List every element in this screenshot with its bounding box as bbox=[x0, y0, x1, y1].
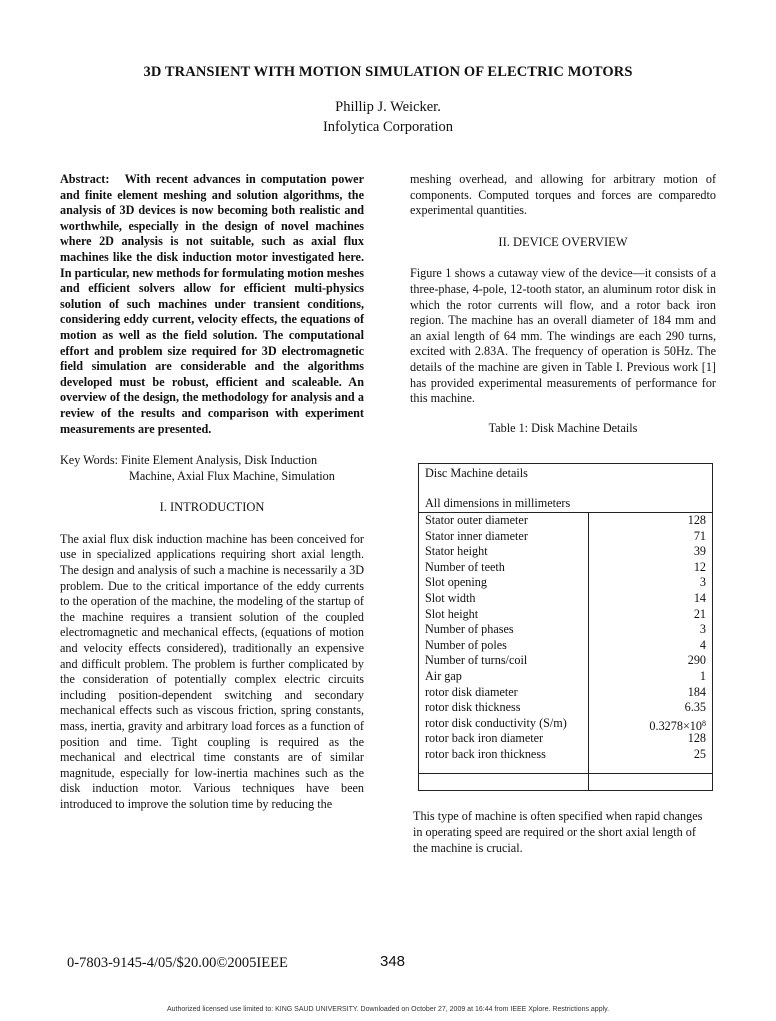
table-row bbox=[419, 653, 712, 669]
table-header-title: Disc Machine details bbox=[425, 466, 528, 480]
table-cell-value bbox=[688, 513, 706, 529]
table-row bbox=[419, 607, 712, 623]
table-row bbox=[419, 622, 712, 638]
table-value-text: 3 bbox=[699, 575, 706, 590]
table-row bbox=[419, 560, 712, 576]
footer-isbn: 0-7803-9145-4/05/$20.00©2005IEEE bbox=[67, 955, 288, 971]
table-body bbox=[419, 513, 712, 763]
table-cell-label: Slot height bbox=[425, 606, 479, 621]
table-cell-value bbox=[694, 747, 706, 763]
table-row bbox=[419, 731, 712, 747]
table-header-units: All dimensions in millimeters bbox=[425, 496, 571, 510]
table-cell-label: Stator outer diameter bbox=[425, 513, 528, 527]
table-value-text: 1 bbox=[699, 668, 706, 683]
table-caption: Table 1: Disk Machine Details bbox=[488, 420, 638, 435]
table-cell-label: Number of poles bbox=[425, 637, 507, 652]
license-notice: Authorized licensed use limited to: KING SAUD UNIVERSITY. Downloaded on October 27, 2009 at 16:44 from IEEE Xplore. Restrictions apply. bbox=[166, 1006, 610, 1013]
table-row bbox=[419, 685, 712, 701]
keywords-line-1: Key Words: Finite Element Analysis, Disk Induction bbox=[60, 453, 318, 468]
left-column bbox=[60, 172, 364, 813]
abstract bbox=[60, 172, 364, 437]
introduction-text: The axial flux disk induction machine has been conceived for use in specialized applications requiring short axial length. The design and analysis of such a machine is necessarily a 3D problem. Due to the critical importance of the eddy currents to the operation of the machine, the modeling of the startup of the machine requires a transient solution of the coupled electromagnetic and mechanical effects, (equations of motion and velocity effects considered), traditionally an expensive and difficult problem. The problem is further complicated by the consideration of potentially complex electric circuits including position-dependent switching and secondary mechanical effects such as viscous friction, spring constants, mass, inertia, gravity and arbitrary load forces as a function of position and time. Tight coupling is required as the mechanical and electrical time constants are of similar magnitude, especially for low-inertia machines such as the disk induction motor. Various techniques have been introduced to improve the solution time by reducing the bbox=[60, 531, 364, 811]
table-value-text: 290 bbox=[687, 653, 706, 668]
table-divider-bottom bbox=[419, 773, 712, 774]
table-row bbox=[419, 716, 712, 732]
table-cell-value bbox=[700, 638, 706, 654]
table-row bbox=[419, 747, 712, 763]
table-cell-label: Stator height bbox=[425, 544, 488, 559]
keywords bbox=[60, 453, 364, 484]
continuation-text: meshing overhead, and allowing for arbitrary motion of components. Computed torques and forces are comparedto experimental quantities. bbox=[410, 172, 716, 218]
table-cell-label: rotor disk conductivity (S/m) bbox=[425, 715, 567, 730]
table-value-text: 0.3278×10 bbox=[649, 718, 702, 733]
table-cell-value bbox=[685, 700, 706, 716]
table-value-text: 12 bbox=[693, 559, 706, 574]
table-cell-value bbox=[694, 591, 706, 607]
table-row bbox=[419, 529, 712, 545]
author-block bbox=[0, 97, 776, 137]
author-name: Phillip J. Weicker. bbox=[335, 99, 441, 115]
after-table-text: This type of machine is often specified when rapid changes in operating speed are required or the short axial length of the machine is crucial. bbox=[413, 809, 703, 855]
table-cell-label: Air gap bbox=[425, 668, 462, 683]
table-value-text: 6.35 bbox=[684, 700, 706, 715]
table-value-text: 14 bbox=[693, 590, 706, 605]
table-cell-label: Number of phases bbox=[425, 622, 514, 637]
table-row bbox=[419, 669, 712, 685]
table-cell-label: rotor back iron diameter bbox=[425, 731, 544, 746]
section-heading-device-overview: II. DEVICE OVERVIEW bbox=[498, 234, 628, 249]
table-cell-value bbox=[694, 529, 706, 545]
table-row bbox=[419, 575, 712, 591]
table-value-text: 25 bbox=[693, 746, 706, 761]
table-cell-label: Number of teeth bbox=[425, 559, 505, 574]
right-column bbox=[410, 172, 716, 450]
table-value-text: 128 bbox=[687, 731, 706, 746]
table-row bbox=[419, 513, 712, 529]
table-value-text: 3 bbox=[699, 622, 706, 637]
table-cell-label: Stator inner diameter bbox=[425, 528, 528, 543]
abstract-label: Abstract: bbox=[60, 172, 110, 186]
paper-title: 3D TRANSIENT WITH MOTION SIMULATION OF ELECTRIC MOTORS bbox=[143, 64, 633, 80]
table-cell-label: Slot width bbox=[425, 590, 476, 605]
table-value-text: 71 bbox=[693, 528, 706, 543]
author-affiliation: Infolytica Corporation bbox=[322, 119, 454, 135]
table-cell-value bbox=[700, 622, 706, 638]
table-cell-value bbox=[700, 669, 706, 685]
table-cell-value bbox=[700, 575, 706, 591]
table-cell-value bbox=[694, 560, 706, 576]
table-value-text: 184 bbox=[687, 684, 706, 699]
table-row bbox=[419, 638, 712, 654]
table-value-text: 39 bbox=[693, 544, 706, 559]
table-cell-label: rotor back iron thickness bbox=[425, 746, 546, 761]
page-number: 348 bbox=[380, 953, 406, 970]
abstract-text: With recent advances in computation power and finite element meshing and solution algorithms, the analysis of 3D devices is now becoming both realistic and worthwhile, especially in the design of novel machines where 2D analysis is not suitable, such as axial flux machines like the disk induction motor investigated here. In particular, new methods for formulating motion meshes and efficient solvers allow for efficient multi-physics solution of such machines under transient conditions, considering eddy current, velocity effects, the equations of motion as well as the field solution. The computational effort and problem size required for 3D electromagnetic field simulation are considerable and the algorithms developed must be robust, efficient and scaleable. An overview of the design, the methodology for analysis and a review of the results and comparison with experiment measurements are presented. bbox=[60, 172, 365, 436]
table-cell-label: Number of turns/coil bbox=[425, 653, 528, 668]
section-heading-introduction: I. INTRODUCTION bbox=[159, 500, 265, 515]
table-row bbox=[419, 591, 712, 607]
table-value-text: 21 bbox=[693, 606, 706, 621]
table-cell-value bbox=[688, 685, 706, 701]
table-row bbox=[419, 700, 712, 716]
table-cell-value bbox=[694, 544, 706, 560]
machine-details-table bbox=[418, 463, 713, 791]
table-cell-value bbox=[688, 731, 706, 747]
table-cell-label: rotor disk thickness bbox=[425, 700, 521, 715]
table-cell-label: rotor disk diameter bbox=[425, 684, 518, 699]
table-cell-value bbox=[694, 607, 706, 623]
keywords-line-2: Machine, Axial Flux Machine, Simulation bbox=[129, 468, 335, 483]
table-cell-label: Slot opening bbox=[425, 575, 487, 590]
table-value-text: 128 bbox=[687, 513, 706, 527]
table-cell-value bbox=[688, 653, 706, 669]
table-row bbox=[419, 544, 712, 560]
table-value-text: 4 bbox=[699, 637, 706, 652]
device-overview-text: Figure 1 shows a cutaway view of the device—it consists of a three-phase, 4-pole, 12-tooth stator, an aluminum rotor disk in which the rotor currents will flow, and a rotor back iron region. The machine has an overall diameter of 184 mm and an axial length of 64 mm. The windings are each 290 turns, excited with 2.83A. The frequency of operation is 50Hz. The details of the machine are given in Table I. Previous work [1] has provided experimental measurements of performance for this machine. bbox=[410, 266, 716, 406]
table-value-exponent: 8 bbox=[702, 718, 706, 728]
